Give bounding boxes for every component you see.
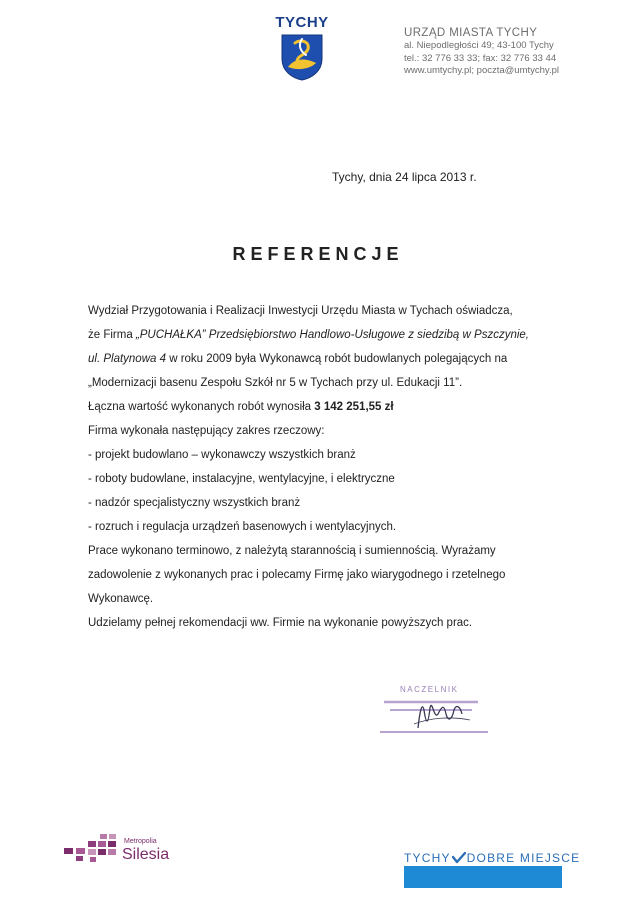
city-name: TYCHY xyxy=(275,14,329,31)
city-crest xyxy=(272,14,332,81)
stamp-signature xyxy=(360,680,510,750)
body-line-1: Wydział Przygotowania i Realizacji Inwestycji Urzędu Miasta w Tychach oświadcza, xyxy=(88,305,513,317)
total-value-label: Łączna wartość wykonanych robót wynosiła xyxy=(88,401,315,413)
body-line-5 xyxy=(88,401,394,413)
city-tagline xyxy=(404,851,580,865)
body-line-2-start: że Firma xyxy=(88,329,136,341)
scope-item: - rozruch i regulacja urządzeń basenowych i wentylacyjnych. xyxy=(88,521,397,533)
tagline-left: TYCHY xyxy=(404,851,451,865)
body-line-10: Udzielamy pełnej rekomendacji ww. Firmie na wykonanie powyższych prac. xyxy=(88,617,473,629)
office-address: al. Niepodległości 49; 43-100 Tychy xyxy=(404,40,554,51)
scope-item: - roboty budowlane, instalacyjne, wentylacyjne, i elektryczne xyxy=(88,473,395,485)
stamp-title: NACZELNIK xyxy=(400,685,459,694)
letter-date: Tychy, dnia 24 lipca 2013 r. xyxy=(332,170,477,184)
checkmark-icon xyxy=(452,852,466,864)
body-line-6: Firma wykonała następujący zakres rzeczowy: xyxy=(88,425,325,437)
company-address: ul. Platynowa 4 xyxy=(88,353,166,365)
body-line-2 xyxy=(88,329,529,341)
body-line-3 xyxy=(88,353,507,365)
office-web-email: www.umtychy.pl; poczta@umtychy.pl xyxy=(404,65,560,76)
letter-heading: REFERENCJE xyxy=(232,244,404,264)
scope-item: - nadzór specjalistyczny wszystkich branż xyxy=(88,497,301,509)
body-line-3-rest: w roku 2009 była Wykonawcą robót budowlanych polegających na xyxy=(166,353,508,365)
metro-label-small: Metropolia xyxy=(124,838,157,845)
total-value: 3 142 251,55 zł xyxy=(314,401,394,413)
body-line-9: Wykonawcę. xyxy=(88,593,154,605)
footer-blue-bar xyxy=(404,866,562,888)
office-info xyxy=(404,26,559,78)
tagline-right: DOBRE MIEJSCE xyxy=(466,851,581,865)
body-line-8: zadowolenie z wykonanych prac i polecamy Firmę jako wiarygodnego i rzetelnego xyxy=(88,569,506,581)
scope-item: - projekt budowlano – wykonawczy wszystkich branż xyxy=(88,449,356,461)
coat-of-arms-icon xyxy=(280,33,324,81)
company-name: „PUCHAŁKA” Przedsiębiorstwo Handlowo-Usługowe z siedzibą w Pszczynie, xyxy=(135,329,529,341)
metropolia-silesia-logo-icon xyxy=(60,832,122,864)
body-line-7: Prace wykonano terminowo, z należytą starannością i sumiennością. Wyrażamy xyxy=(88,545,496,557)
body-line-4: „Modernizacji basenu Zespołu Szkół nr 5 w Tychach przy ul. Edukacji 11”. xyxy=(88,377,463,389)
metro-label-big: Silesia xyxy=(122,846,170,863)
office-name: URZĄD MIASTA TYCHY xyxy=(404,27,538,39)
office-phone-fax: tel.: 32 776 33 33; fax: 32 776 33 44 xyxy=(404,52,557,64)
